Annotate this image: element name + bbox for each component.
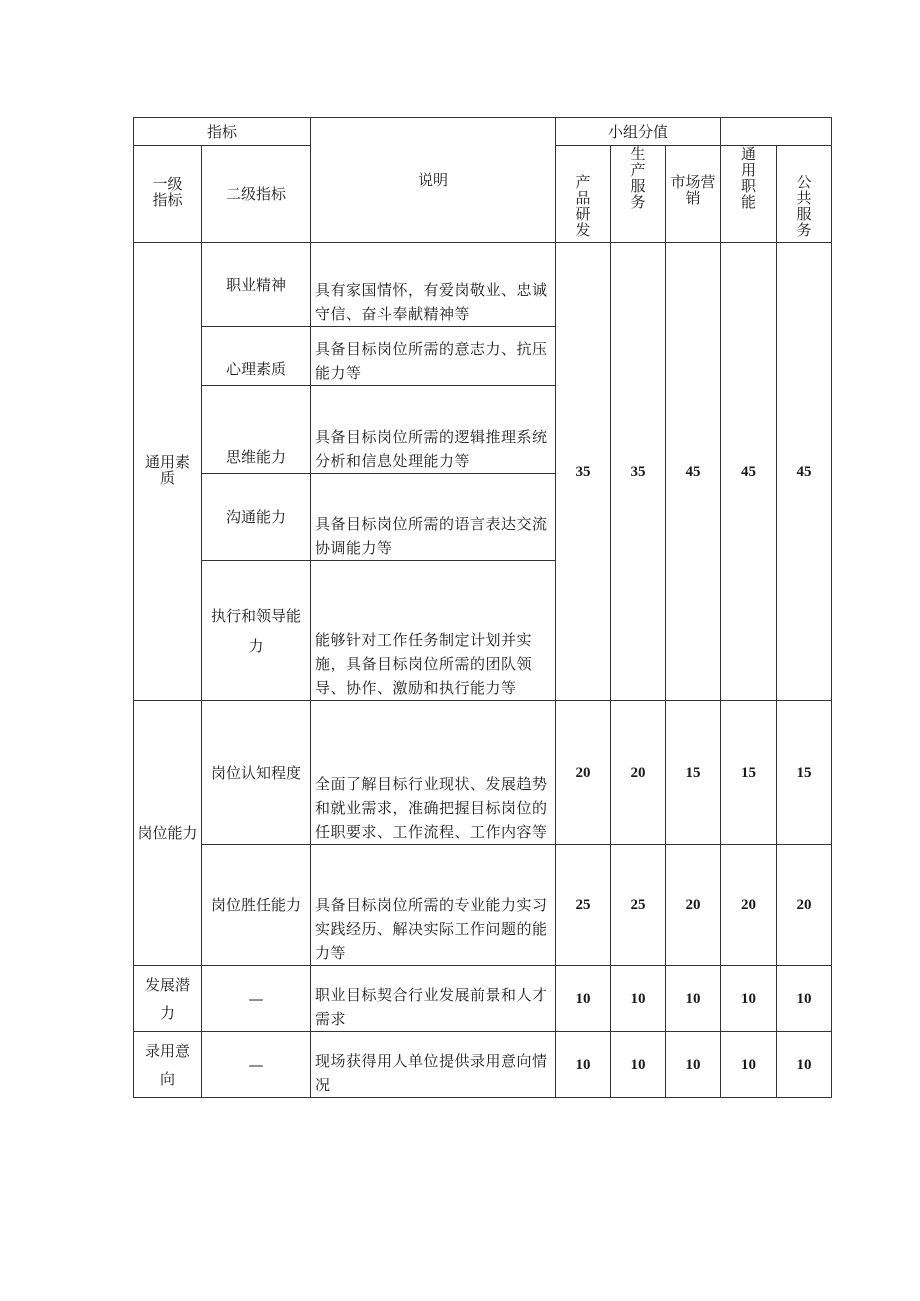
header-group-scores: 小组分值 (556, 118, 721, 146)
description-cell: 具备目标岗位所需的逻辑推理系统分析和信息处理能力等 (311, 386, 556, 474)
level1-job-ability: 岗位能力 (134, 701, 202, 966)
score-cell: 15 (666, 701, 721, 845)
score-cell: 20 (611, 701, 666, 845)
header-empty-cell (721, 118, 832, 146)
level2-cell: — (202, 1032, 311, 1098)
header-description: 说明 (311, 118, 556, 243)
level2-cell: 职业精神 (202, 243, 311, 327)
header-group-general-function: 通用职能 (721, 146, 777, 243)
score-cell: 45 (666, 243, 721, 701)
score-cell: 10 (556, 966, 611, 1032)
description-cell: 全面了解目标行业现状、发展趋势和就业需求，准确把握目标岗位的任职要求、工作流程、工作内容等 (311, 701, 556, 845)
description-cell: 职业目标契合行业发展前景和人才需求 (311, 966, 556, 1032)
header-group-marketing: 市场营销 (666, 146, 721, 243)
level2-cell: 思维能力 (202, 386, 311, 474)
description-cell: 具备目标岗位所需的专业能力实习实践经历、解决实际工作问题的能力等 (311, 845, 556, 966)
header-indicator: 指标 (134, 118, 311, 146)
score-cell: 20 (556, 701, 611, 845)
score-cell: 20 (666, 845, 721, 966)
score-cell: 35 (556, 243, 611, 701)
header-level2: 二级指标 (202, 146, 311, 243)
scoring-table (133, 117, 832, 1098)
description-cell: 现场获得用人单位提供录用意向情况 (311, 1032, 556, 1098)
header-group-public-service: 公共服务 (777, 146, 832, 243)
score-cell: 10 (556, 1032, 611, 1098)
score-cell: 10 (777, 966, 832, 1032)
description-cell: 能够针对工作任务制定计划并实施，具备目标岗位所需的团队领导、协作、激励和执行能力等 (311, 561, 556, 701)
description-cell: 具有家国情怀，有爱岗敬业、忠诚守信、奋斗奉献精神等 (311, 243, 556, 327)
score-cell: 45 (777, 243, 832, 701)
score-cell: 20 (721, 845, 777, 966)
level2-cell: — (202, 966, 311, 1032)
level2-cell: 岗位认知程度 (202, 701, 311, 845)
level1-general-quality: 通用素质 (134, 243, 202, 701)
level2-cell: 心理素质 (202, 327, 311, 386)
score-cell: 10 (721, 966, 777, 1032)
score-cell: 10 (611, 1032, 666, 1098)
description-cell: 具备目标岗位所需的语言表达交流协调能力等 (311, 474, 556, 561)
score-cell: 25 (556, 845, 611, 966)
score-cell: 20 (777, 845, 832, 966)
description-cell: 具备目标岗位所需的意志力、抗压能力等 (311, 327, 556, 386)
score-cell: 15 (721, 701, 777, 845)
score-cell: 45 (721, 243, 777, 701)
level2-cell: 执行和领导能力 (202, 561, 311, 701)
level1-development-potential: 发展潜力 (134, 966, 202, 1032)
score-cell: 10 (721, 1032, 777, 1098)
score-cell: 25 (611, 845, 666, 966)
score-cell: 10 (666, 1032, 721, 1098)
score-cell: 35 (611, 243, 666, 701)
level1-hiring-intention: 录用意向 (134, 1032, 202, 1098)
level2-cell: 沟通能力 (202, 474, 311, 561)
score-cell: 10 (666, 966, 721, 1032)
score-cell: 10 (611, 966, 666, 1032)
score-cell: 15 (777, 701, 832, 845)
level2-cell: 岗位胜任能力 (202, 845, 311, 966)
score-cell: 10 (777, 1032, 832, 1098)
header-group-production-service: 生产服务 (611, 146, 666, 243)
header-level1: 一级指标 (134, 146, 202, 243)
header-group-product-rd: 产品研发 (556, 146, 611, 243)
